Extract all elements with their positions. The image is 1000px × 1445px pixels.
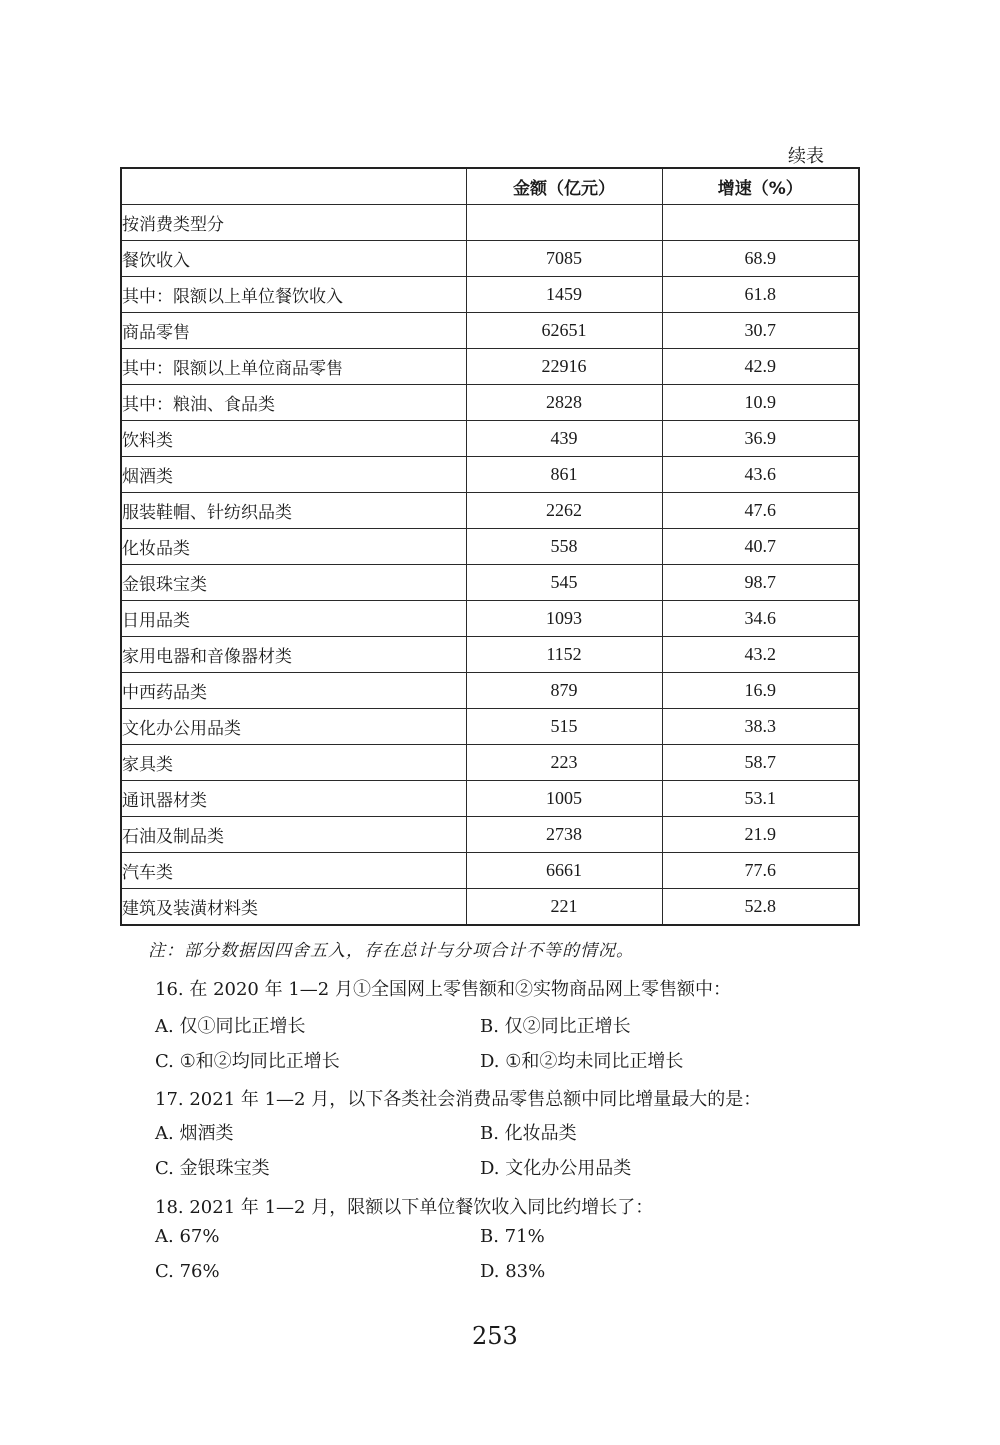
row-label: 服装鞋帽、针纺织品类	[121, 493, 466, 529]
table-row	[121, 673, 859, 709]
row-amount: 1152	[466, 637, 662, 673]
q16-option-b: B. 仅②同比正增长	[480, 1016, 631, 1037]
row-label: 化妆品类	[121, 529, 466, 565]
row-amount: 1459	[466, 277, 662, 313]
row-growth: 21.9	[662, 817, 859, 853]
row-amount: 6661	[466, 853, 662, 889]
row-growth	[662, 205, 859, 241]
row-growth: 34.6	[662, 601, 859, 637]
table-note: 注：部分数据因四舍五入，存在总计与分项合计不等的情况。	[148, 941, 634, 961]
row-amount: 7085	[466, 241, 662, 277]
row-label: 文化办公用品类	[121, 709, 466, 745]
table-row	[121, 349, 859, 385]
table-row	[121, 601, 859, 637]
row-label: 饮料类	[121, 421, 466, 457]
q18-option-b: B. 71%	[480, 1226, 545, 1247]
row-amount: 2738	[466, 817, 662, 853]
row-label: 金银珠宝类	[121, 565, 466, 601]
row-amount: 62651	[466, 313, 662, 349]
row-growth: 42.9	[662, 349, 859, 385]
table-row	[121, 313, 859, 349]
row-amount: 879	[466, 673, 662, 709]
table-row	[121, 709, 859, 745]
question-16: 16. 在 2020 年 1—2 月①全国网上零售额和②实物商品网上零售额中：	[155, 979, 731, 1000]
row-amount: 223	[466, 745, 662, 781]
row-label: 烟酒类	[121, 457, 466, 493]
table-row	[121, 565, 859, 601]
row-amount: 1005	[466, 781, 662, 817]
table-row	[121, 781, 859, 817]
table-header-row	[121, 168, 859, 205]
table-row	[121, 493, 859, 529]
row-growth: 61.8	[662, 277, 859, 313]
row-amount: 2828	[466, 385, 662, 421]
row-amount: 439	[466, 421, 662, 457]
q18-option-d: D. 83%	[480, 1261, 546, 1282]
retail-sales-table	[120, 167, 860, 926]
row-label: 家用电器和音像器材类	[121, 637, 466, 673]
table-row	[121, 457, 859, 493]
q16-option-a: A. 仅①同比正增长	[155, 1016, 306, 1037]
row-label: 汽车类	[121, 853, 466, 889]
row-growth: 10.9	[662, 385, 859, 421]
header-growth: 增速（%）	[662, 168, 859, 205]
row-amount: 221	[466, 889, 662, 926]
row-label: 石油及制品类	[121, 817, 466, 853]
row-label: 其中：限额以上单位餐饮收入	[121, 277, 466, 313]
row-amount: 515	[466, 709, 662, 745]
table-row	[121, 277, 859, 313]
table-row	[121, 241, 859, 277]
row-amount: 861	[466, 457, 662, 493]
table-row	[121, 637, 859, 673]
table-row	[121, 385, 859, 421]
row-growth: 47.6	[662, 493, 859, 529]
row-label: 中西药品类	[121, 673, 466, 709]
row-growth: 77.6	[662, 853, 859, 889]
row-label: 其中：粮油、食品类	[121, 385, 466, 421]
header-amount: 金额（亿元）	[466, 168, 662, 205]
row-growth: 52.8	[662, 889, 859, 926]
row-amount: 558	[466, 529, 662, 565]
table-row	[121, 421, 859, 457]
table-row	[121, 745, 859, 781]
table-row	[121, 205, 859, 241]
q17-option-a: A. 烟酒类	[155, 1123, 234, 1144]
q17-option-c: C. 金银珠宝类	[155, 1158, 270, 1179]
row-label: 通讯器材类	[121, 781, 466, 817]
row-label: 按消费类型分	[121, 205, 466, 241]
row-growth: 40.7	[662, 529, 859, 565]
row-label: 建筑及装潢材料类	[121, 889, 466, 926]
continued-label: 续表	[788, 146, 824, 167]
row-label: 日用品类	[121, 601, 466, 637]
row-label: 餐饮收入	[121, 241, 466, 277]
row-amount: 2262	[466, 493, 662, 529]
row-growth: 98.7	[662, 565, 859, 601]
row-growth: 36.9	[662, 421, 859, 457]
row-growth: 43.6	[662, 457, 859, 493]
row-amount	[466, 205, 662, 241]
table-row	[121, 529, 859, 565]
q16-option-c: C. ①和②均同比正增长	[155, 1051, 340, 1072]
row-label: 家具类	[121, 745, 466, 781]
page-number: 253	[472, 1322, 518, 1350]
table-row	[121, 853, 859, 889]
row-growth: 38.3	[662, 709, 859, 745]
q18-option-c: C. 76%	[155, 1261, 220, 1282]
row-amount: 1093	[466, 601, 662, 637]
row-label: 其中：限额以上单位商品零售	[121, 349, 466, 385]
row-amount: 545	[466, 565, 662, 601]
q17-option-b: B. 化妆品类	[480, 1123, 577, 1144]
row-label: 商品零售	[121, 313, 466, 349]
question-17: 17. 2021 年 1—2 月，以下各类社会消费品零售总额中同比增量最大的是：	[155, 1089, 762, 1110]
q17-option-d: D. 文化办公用品类	[480, 1158, 632, 1179]
row-growth: 68.9	[662, 241, 859, 277]
table-row	[121, 889, 859, 926]
q18-option-a: A. 67%	[155, 1226, 220, 1247]
row-amount: 22916	[466, 349, 662, 385]
row-growth: 43.2	[662, 637, 859, 673]
table-row	[121, 817, 859, 853]
header-category	[121, 168, 466, 205]
question-18: 18. 2021 年 1—2 月，限额以下单位餐饮收入同比约增长了：	[155, 1197, 654, 1218]
row-growth: 30.7	[662, 313, 859, 349]
row-growth: 53.1	[662, 781, 859, 817]
q16-option-d: D. ①和②均未同比正增长	[480, 1051, 684, 1072]
row-growth: 16.9	[662, 673, 859, 709]
row-growth: 58.7	[662, 745, 859, 781]
